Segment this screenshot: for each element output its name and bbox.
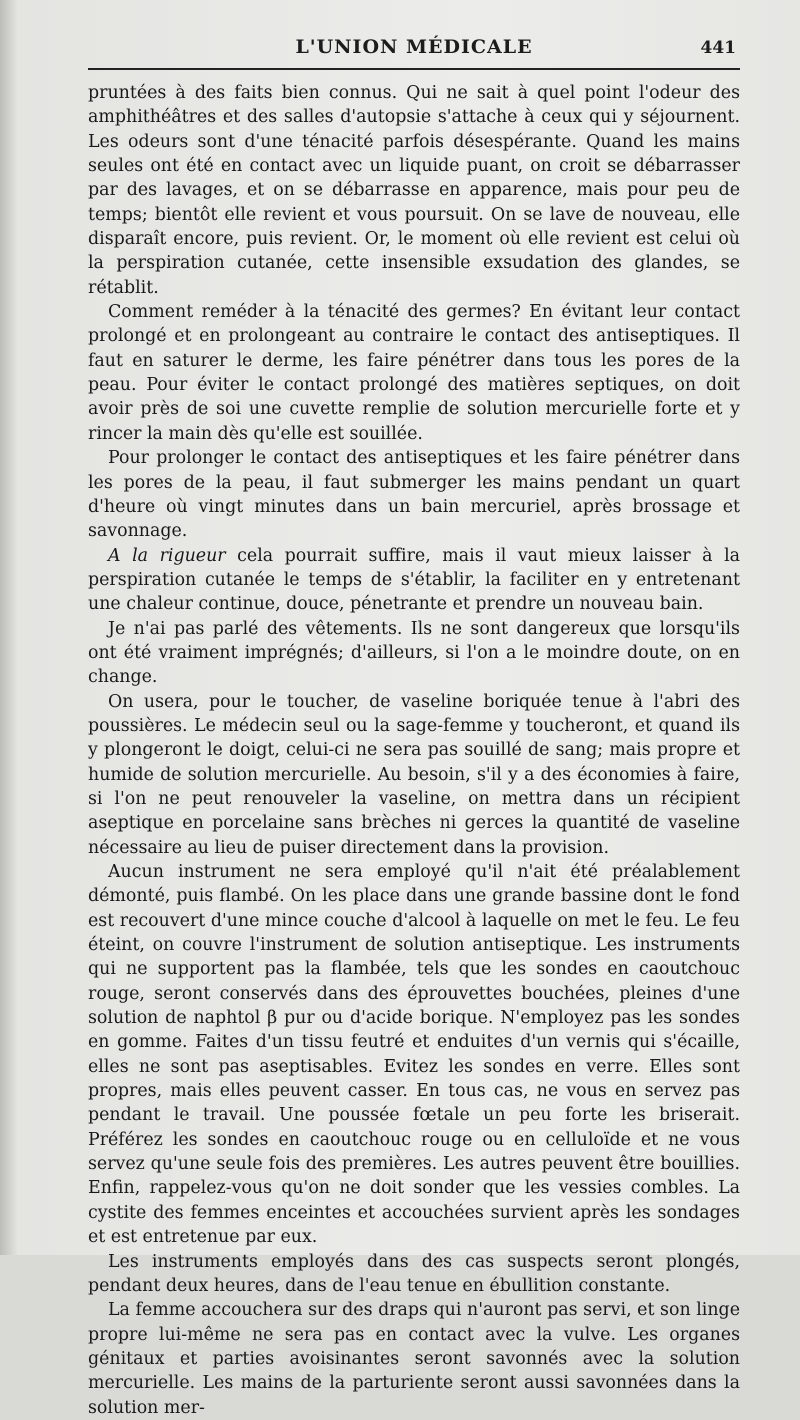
paragraph: Aucun instrument ne sera employé qu'il n'ait été préalablement démonté, puis flambé. On les place dans une grande bassine dont le fond est recouvert d'une mince couche d'alcool à laquelle on met le feu. Le feu éteint, on couvre l'instrument de solution antiseptique. Les instruments qui ne supportent pas la flambée, tels que les sondes en caoutchouc rouge, seront conservés dans des éprouvettes bouchées, pleines d'une solution de naphtol β pur ou d'acide borique. N'employez pas les sondes en gomme. Faites d'un tissu feutré et enduites d'un vernis qui s'écaille, elles ne sont pas aseptisables. Evitez les sondes en verre. Elles sont propres, mais elles peuvent casser. En tous cas, ne vous en servez pas pendant le travail. Une poussée fœtale un peu forte les briserait. Préférez les sondes en caoutchouc rouge ou en celluloïde et ne vous servez qu'une seule fois des premières. Les autres peuvent être bouillies. Enfin, rappelez-vous qu'on ne doit sonder que les vessies combles. La cystite des femmes enceintes et accouchées survient après les sondages et est entretenue par eux.	[88, 862, 740, 1248]
paragraph: On usera, pour le toucher, de vaseline boriquée tenue à l'abri des poussières. Le médecin seul ou la sage-femme y toucheront, et quand ils y plongeront le doigt, celui-ci ne sera pas souillé de sang; mais propre et humide de solution mercurielle. Au besoin, s'il y a des économies à faire, si l'on ne peut renouveler la vaseline, on mettra dans un récipient aseptique en porcelaine sans brèches ni gerces la quantité de vaseline nécessaire au lieu de puiser directement dans la provision.	[88, 691, 740, 858]
paragraph-text: cela pourrait suffire, mais il vaut mieux laisser à la perspiration cutanée le temps de s'établir, la faciliter en y entretenant une chaleur continue, douce, pénetrante et prendre un nouveau bain.	[88, 545, 741, 615]
paragraph: Pour prolonger le contact des antiseptiques et les faire pénétrer dans les pores de la peau, il faut submerger les mains pendant un quart d'heure où vingt minutes dans un bain mercuriel, après brossage et savonnage.	[88, 448, 740, 542]
paragraph: La femme accouchera sur des draps qui n'auront pas servi, et son linge propre lui-même ne sera pas en contact avec la vulve. Les organes génitaux et parties avoisinantes seront savonnés avec la solution mercurielle. Les mains de la parturiente seront aussi savonnées dans la solution mer-	[88, 1300, 740, 1418]
paragraph: Comment reméder à la ténacité des germes? En évitant leur contact prolongé et en prolongeant au contraire le contact des antiseptiques. Il faut en saturer le derme, les faire pénétrer dans tous les pores de la peau. Pour éviter le contact prolongé des matières septiques, on doit avoir près de soi une cuvette remplie de solution mercurielle forte et y rincer la main dès qu'elle est souillée.	[88, 302, 740, 444]
page-number: 441	[700, 38, 736, 58]
page-header	[88, 34, 740, 68]
italic-lead: A la rigueur	[108, 545, 226, 566]
paragraph: Je n'ai pas parlé des vêtements. Ils ne sont dangereux que lorsqu'ils ont été vraiment imprégnés; d'ailleurs, si l'on a le moindre doute, on en change.	[88, 618, 740, 688]
paragraph: Les instruments employés dans des cas suspects seront plongés, pendant deux heures, dans de l'eau tenue en ébullition constante.	[88, 1251, 740, 1296]
header-rule	[88, 68, 740, 70]
running-title: L'UNION MÉDICALE	[295, 36, 533, 58]
paragraph: pruntées à des faits bien connus. Qui ne sait à quel point l'odeur des amphithéâtres et des salles d'autopsie s'attache à ceux qui y séjournent. Les odeurs sont d'une ténacité parfois désespérante. Quand les mains seules ont été en contact avec un liquide puant, on croit se débarrasser par des lavages, et on se débarrasse en apparence, mais pour peu de temps; bientôt elle revient et vous poursuit. On se lave de nouveau, elle disparaît encore, puis revient. Or, le moment où elle revient est celui où la perspiration cutanée, cette insensible exsudation des glandes, se rétablit.	[88, 83, 740, 298]
body-text	[88, 81, 740, 1420]
paragraph	[88, 544, 740, 617]
